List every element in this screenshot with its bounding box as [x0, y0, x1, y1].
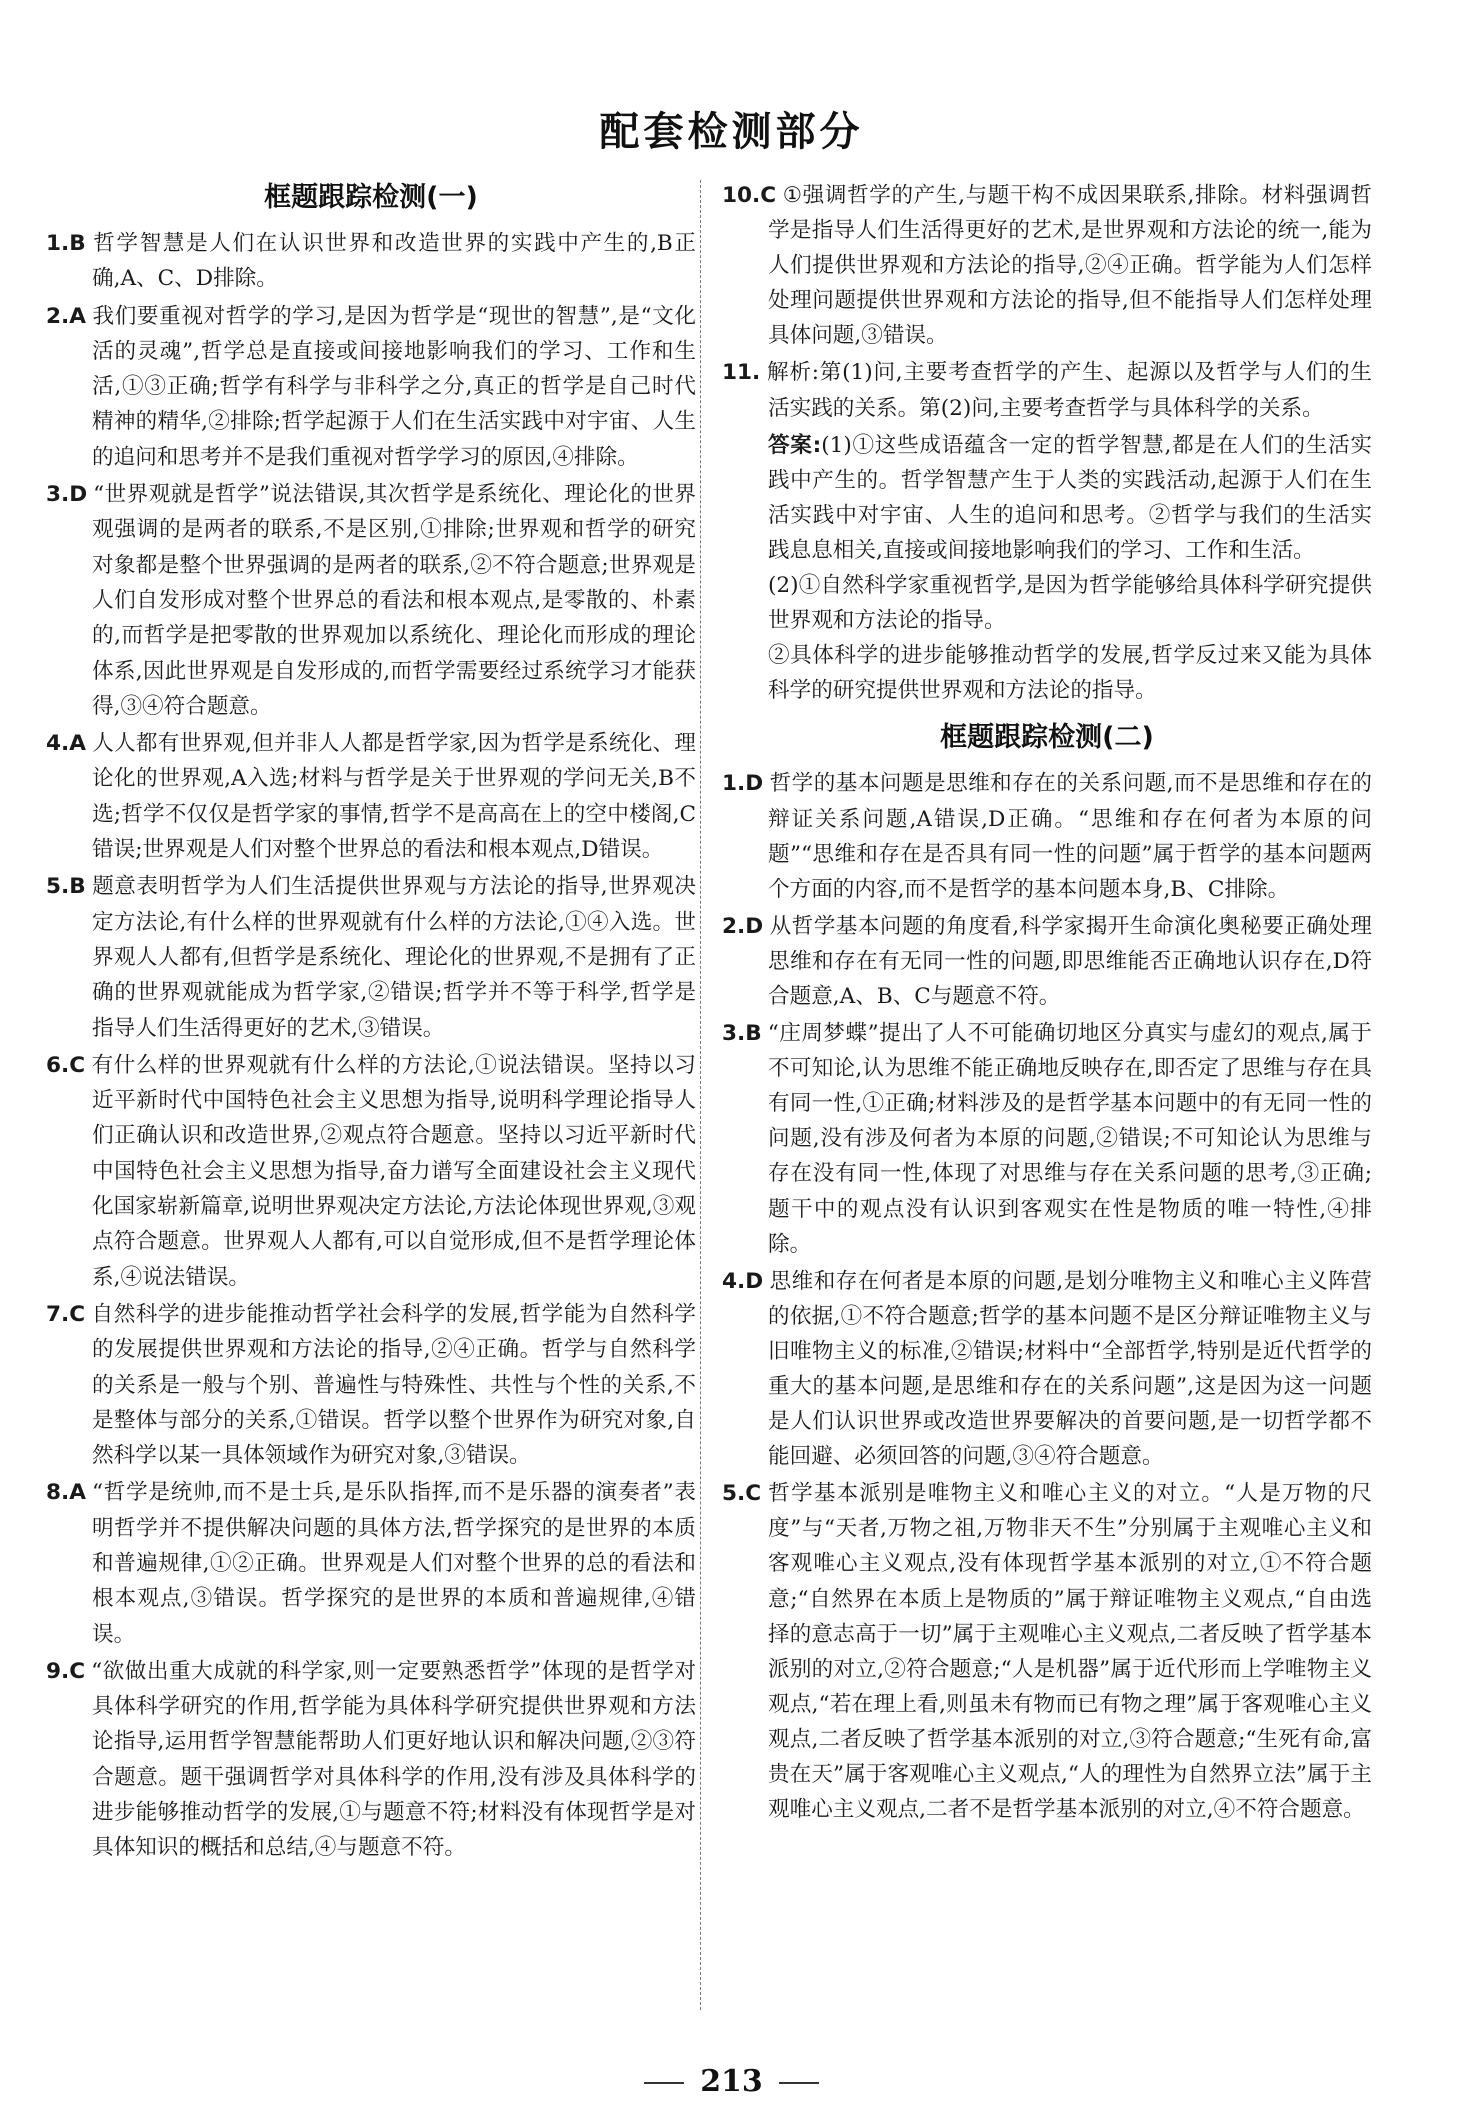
- footer-dash-left: [644, 2082, 684, 2084]
- item-text: 哲学智慧是人们在认识世界和改造世界的实践中产生的,B正确,A、C、D排除。: [91, 231, 696, 292]
- item-number: 6.C: [46, 1052, 86, 1078]
- answer-item: [46, 1297, 696, 1473]
- item-number: 11.: [722, 360, 761, 386]
- item-number: 5.B: [46, 874, 86, 900]
- item-number: 1.B: [46, 231, 86, 256]
- footer-dash-right: [779, 2082, 819, 2084]
- item-text: 从哲学基本问题的角度看,科学家揭开生命演化奥秘要正确处理思维和存在有无同一性的问题,即思维能否正确地认识存在,D符合题意,A、B、C与题意不符。: [768, 913, 1372, 1009]
- page-footer: [0, 2064, 1463, 2099]
- item-text: ①强调哲学的产生,与题干构不成因果联系,排除。材料强调哲学是指导人们生活得更好的艺术,是世界观和方法论的统一,能为人们提供世界观和方法论的指导,②④正确。哲学能为人们怎样处理问题提供世界观和方法论的指导,但不能指导人们怎样处理具体问题,③错误。: [768, 183, 1372, 349]
- page-title: 配套检测部分: [599, 109, 864, 155]
- page-number: 213: [700, 2064, 763, 2099]
- item-text: 思维和存在何者是本原的问题,是划分唯物主义和唯心主义阵营的依据,①不符合题意;哲学的基本问题不是区分辩证唯物主义与旧唯物主义的标准,②错误;材料中“全部哲学,特别是近代哲学的重大的基本问题,是思维和存在的关系问题”,这是因为这一问题是人们认识世界或改造世界要解决的首要问题,是一切哲学都不能回避、必须回答的问题,③④符合题意。: [768, 1268, 1372, 1470]
- item-number: 1.D: [722, 771, 764, 797]
- answer-text-2a: (2)①自然科学家重视哲学,是因为哲学能够给具体科学研究提供世界观和方法论的指导。: [768, 573, 1372, 634]
- answer-block-1: [722, 428, 1372, 568]
- item-number: 9.C: [46, 1658, 86, 1684]
- item-number: 4.A: [46, 731, 86, 757]
- item-text: 有什么样的世界观就有什么样的方法论,①说法错误。坚持以习近平新时代中国特色社会主义思想为指导,说明科学理论指导人们正确认识和改造世界,②观点符合题意。坚持以习近平新时代中国特色社会主义思想为指导,奋力谱写全面建设社会主义现代化国家崭新篇章,说明世界观决定方法论,方法论体现世界观,③观点符合题意。世界观人人都有,可以自觉形成,但不是哲学理论体系,④说法错误。: [91, 1052, 696, 1290]
- item-number: 2.A: [46, 303, 86, 329]
- item-text: 人人都有世界观,但并非人人都是哲学家,因为哲学是系统化、理论化的世界观,A入选;材料与哲学是关于世界观的学问无关,B不选;哲学不仅仅是哲学家的事情,哲学不是高高在上的空中楼阁,C错误;世界观是人们对整个世界总的看法和根本观点,D错误。: [91, 731, 696, 863]
- right-top-item-list: [722, 178, 1372, 426]
- item-text: “庄周梦蝶”提出了人不可能确切地区分真实与虚幻的观点,属于不可知论,认为思维不能正确地反映存在,即否定了思维与存在具有同一性,①正确;材料涉及的是哲学基本问题中的有无同一性的问题,没有涉及何者为本原的问题,②错误;不可知论认为思维与存在没有同一性,体现了对思维与存在关系问题的思考,③正确;题干中的观点没有认识到客观实在性是物质的唯一特性,④排除。: [767, 1021, 1372, 1257]
- column-divider: [700, 180, 701, 2010]
- answer-label: 答案:: [768, 432, 822, 458]
- answer-item: [46, 299, 696, 475]
- item-text: 解析:第(1)问,主要考查哲学的产生、起源以及哲学与人们的生活实践的关系。第(2)问,主要考查哲学与具体科学的关系。: [766, 360, 1372, 421]
- answer-item: [722, 178, 1372, 353]
- answer-item: [722, 1264, 1372, 1475]
- item-text: 我们要重视对哲学的学习,是因为哲学是“现世的智慧”,是“文化活的灵魂”,哲学总是直接或间接地影响我们的学习、工作和生活,①③正确;哲学有科学与非科学之分,真正的哲学是自己时代精神的精华,②排除;哲学起源于人们在生活实践中对宇宙、人生的追问和思考并不是我们重视对哲学学习的原因,④排除。: [91, 303, 696, 470]
- item-number: 3.B: [722, 1021, 762, 1047]
- answer-item: [46, 226, 696, 297]
- answer-item: [46, 726, 696, 867]
- answer-item: [46, 1654, 696, 1866]
- item-number: 4.D: [722, 1268, 764, 1294]
- answer-item: [46, 1048, 696, 1295]
- item-text: 题意表明哲学为人们生活提供世界观与方法论的指导,世界观决定方法论,有什么样的世界观就有什么样的方法论,①④入选。世界观人人都有,但哲学是系统化、理论化的世界观,不是拥有了正确的世界观就能成为哲学家,②错误;哲学并不等于科学,哲学是指导人们生活得更好的艺术,③错误。: [91, 874, 696, 1041]
- answer-item: [722, 355, 1372, 425]
- item-number: 8.A: [46, 1480, 86, 1506]
- right-item-list: [722, 766, 1372, 1827]
- item-text: 哲学基本派别是唯物主义和唯心主义的对立。“人是万物的尺度”与“天者,万物之祖,万物非天不生”分别属于主观唯心主义和客观唯心主义观点,没有体现哲学基本派别的对立,①不符合题意;“自然界在本质上是物质的”属于辩证唯物主义观点,“自由选择的意志高于一切”属于主观唯心主义观点,二者反映了哲学基本派别的对立,②符合题意;“人是机器”属于近代形而上学唯物主义观点,“若在理上看,则虽未有物而已有物之理”属于客观唯心主义观点,二者反映了哲学基本派别的对立,③符合题意;“生死有命,富贵在天”属于客观唯心主义观点,“人的理性为自然界立法”属于主观唯心主义观点,二者不是哲学基本派别的对立,④不符合题意。: [767, 1481, 1372, 1823]
- item-text: 哲学的基本问题是思维和存在的关系问题,而不是思维和存在的辩证关系问题,A错误,D正确。“思维和存在何者为本原的问题”“思维和存在是否具有同一性的问题”属于哲学的基本问题两个方面的内容,而不是哲学的基本问题本身,B、C排除。: [768, 771, 1372, 902]
- item-number: 7.C: [46, 1301, 86, 1327]
- answer-item: [46, 869, 696, 1045]
- answer-item: [722, 1476, 1372, 1827]
- answer-item: [722, 766, 1372, 906]
- left-column: [46, 172, 696, 1868]
- item-text: “哲学是统帅,而不是士兵,是乐队指挥,而不是乐器的演奏者”表明哲学并不提供解决问题的具体方法,哲学探究的是世界的本质和普遍规律,①②正确。世界观是人们对整个世界的总的看法和根本观点,③错误。哲学探究的是世界的本质和普遍规律,④错误。: [91, 1480, 696, 1647]
- answer-item: [46, 1475, 696, 1651]
- left-item-list: [46, 226, 696, 1866]
- answer-item: [722, 909, 1372, 1014]
- item-number: 2.D: [722, 913, 764, 939]
- item-number: 10.C: [722, 183, 777, 208]
- item-text: 自然科学的进步能推动哲学社会科学的发展,哲学能为自然科学的发展提供世界观和方法论的指导,②④正确。哲学与自然科学的关系是一般与个别、普遍性与特殊性、共性与个性的关系,不是整体与部分的关系,①错误。哲学以整个世界作为研究对象,自然科学以某一具体领域作为研究对象,③错误。: [91, 1301, 696, 1469]
- section-title-1: 框题跟踪检测(一): [264, 182, 478, 213]
- right-column: [722, 178, 1372, 1829]
- item-number: 3.D: [46, 482, 88, 508]
- item-number: 5.C: [722, 1481, 762, 1507]
- item-text: “世界观就是哲学”说法错误,其次哲学是系统化、理论化的世界观强调的是两者的联系,不是区别,①排除;世界观和哲学的研究对象都是整个世界强调的是两者的联系,②不符合题意;世界观是人们自发形成对整个世界总的看法和根本观点,是零散的、朴素的,而哲学是把零散的世界观加以系统化、理论化而形成的理论体系,因此世界观是自发形成的,而哲学需要经过系统学习才能获得,③④符合题意。: [92, 482, 696, 719]
- answer-item: [46, 477, 696, 724]
- answer-text-2b: ②具体科学的进步能够推动哲学的发展,哲学反过来又能为具体科学的研究提供世界观和方法论的指导。: [768, 643, 1372, 704]
- answer-item: [722, 1016, 1372, 1262]
- item-text: “欲做出重大成就的科学家,则一定要熟悉哲学”体现的是哲学对具体科学研究的作用,哲学能为具体科学研究提供世界观和方法论指导,运用哲学智慧能帮助人们更好地认识和解决问题,②③符合题意。题干强调哲学对具体科学的作用,没有涉及具体科学的进步能够推动哲学的发展,①与题意不符;材料没有体现哲学是对具体知识的概括和总结,④与题意不符。: [91, 1658, 696, 1861]
- section-title-2: 框题跟踪检测(二): [940, 722, 1154, 754]
- answer-text-1: (1)①这些成语蕴含一定的哲学智慧,都是在人们的生活实践中产生的。哲学智慧产生于人类的实践活动,起源于人们在生活实践中对宇宙、人生的追问和思考。②哲学与我们的生活实践息息相关,直接或间接地影响我们的学习、工作和生活。: [768, 432, 1373, 563]
